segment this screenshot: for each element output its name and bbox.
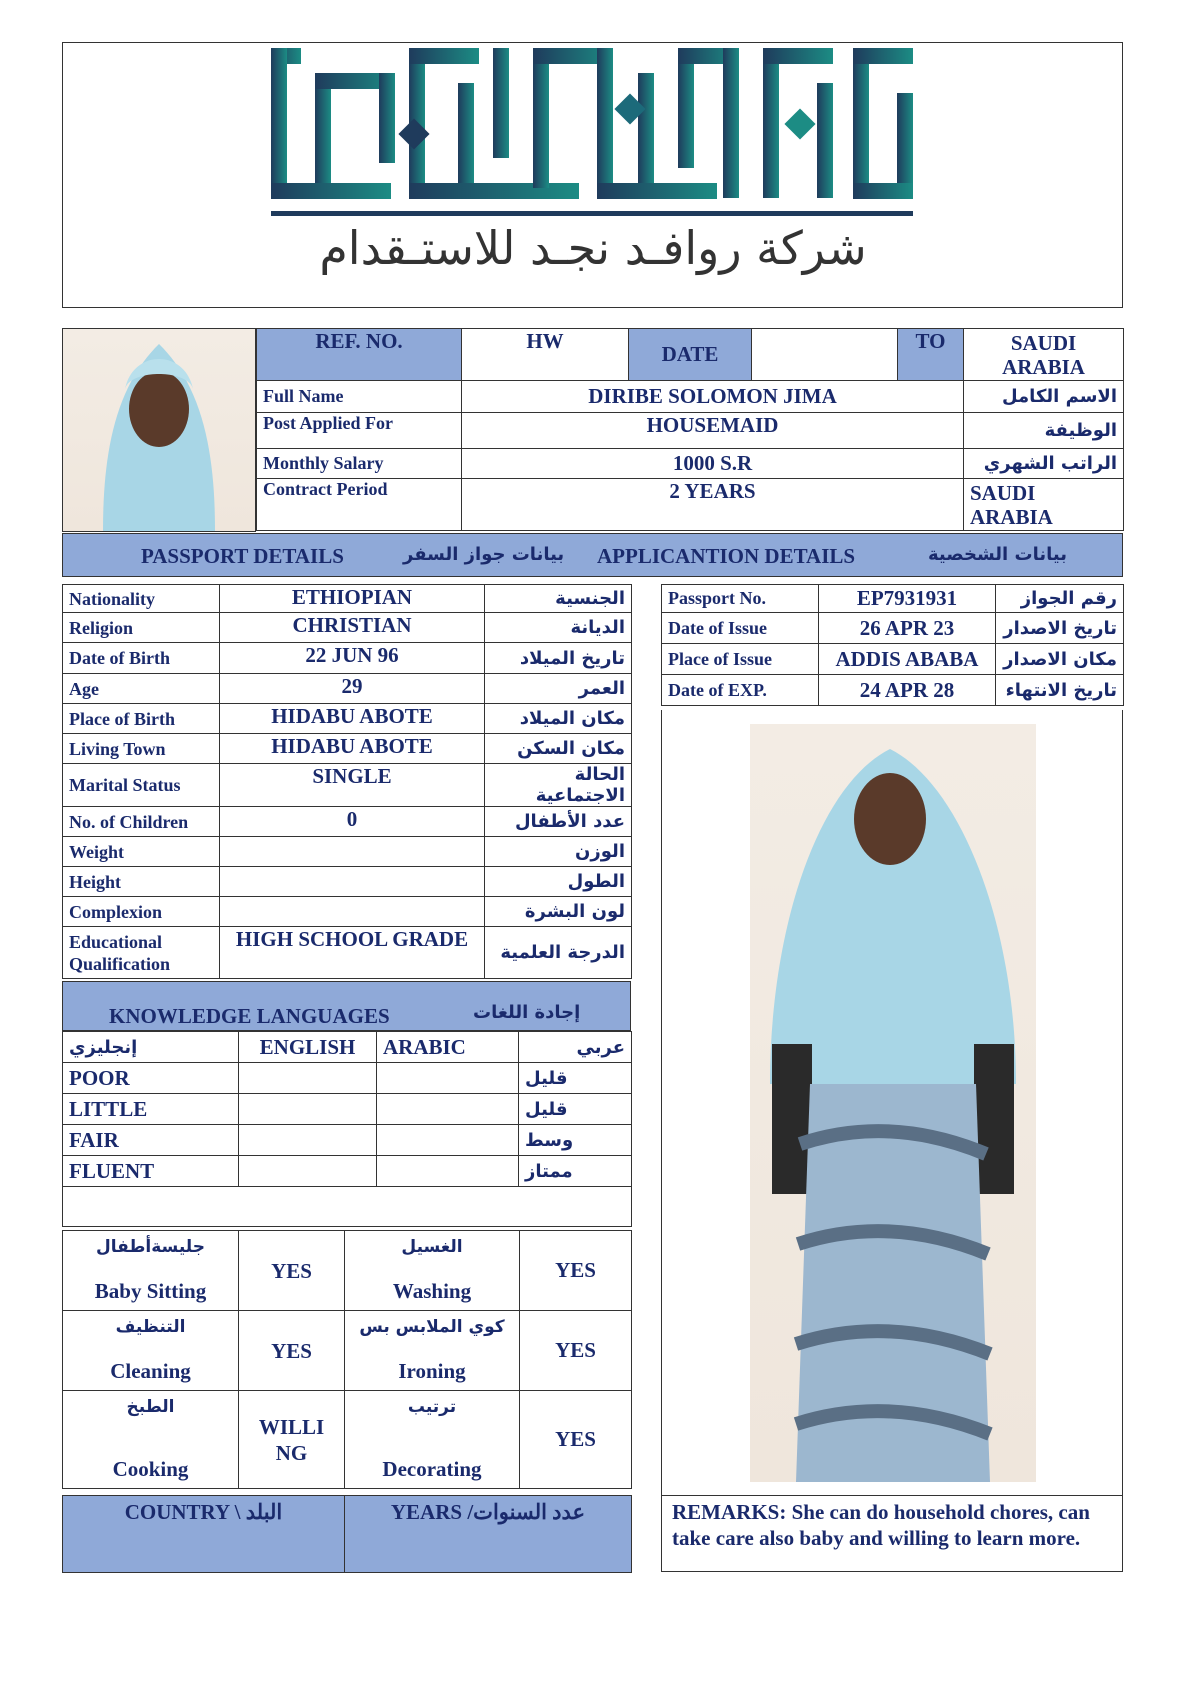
language-english-cell — [239, 1063, 377, 1094]
section-bar — [62, 533, 1123, 577]
skill-right-ar: ترتيب — [407, 1397, 457, 1417]
lang-spacer-row — [63, 1187, 632, 1227]
languages-title-en: KNOWLEDGE LANGUAGES — [109, 1004, 390, 1028]
personal-label: Weight — [63, 837, 220, 867]
skill-right-cell — [345, 1391, 520, 1489]
company-arabic-name: شركة روافـد نجـد للاستـقدام — [319, 221, 867, 275]
personal-label: Nationality — [63, 585, 220, 613]
applicant-full-photo — [750, 724, 1036, 1482]
language-level-en: FAIR — [63, 1125, 239, 1156]
personal-value — [220, 867, 485, 897]
skill-left-value: WILLI NG — [239, 1391, 345, 1489]
personal-row — [63, 674, 632, 704]
languages-title-ar: إجادة اللغات — [473, 1002, 581, 1023]
language-level-row — [63, 1063, 632, 1094]
application-details-en: APPLICANTION DETAILS — [597, 544, 856, 568]
full-body-photo-box — [661, 710, 1123, 1496]
personal-label: Place of Birth — [63, 704, 220, 734]
personal-ar: لون البشرة — [485, 897, 632, 927]
personal-ar: الجنسية — [485, 585, 632, 613]
skill-left-en: Baby Sitting — [94, 1279, 207, 1303]
personal-value — [220, 837, 485, 867]
remarks-box — [661, 1495, 1123, 1572]
passport-label: Place of Issue — [662, 644, 819, 675]
post-value: HOUSEMAID — [462, 413, 964, 449]
personal-row — [63, 704, 632, 734]
ref-value: HW — [462, 329, 629, 381]
skill-left-cell — [63, 1311, 239, 1391]
country-label: COUNTRY \ البلد — [63, 1496, 345, 1573]
skill-right-value: YES — [520, 1231, 632, 1311]
skill-spacer — [351, 1257, 513, 1279]
skill-right-cell — [345, 1231, 520, 1311]
remarks-text: REMARKS: She can do household chores, can take care also baby and willing to learn more. — [672, 1500, 1090, 1550]
skill-spacer — [69, 1417, 232, 1457]
passport-value: EP7931931 — [819, 585, 996, 613]
language-level-row — [63, 1156, 632, 1187]
skill-left-ar: التنظيف — [115, 1317, 186, 1337]
personal-row — [63, 897, 632, 927]
passport-row — [662, 613, 1124, 644]
language-arabic-cell — [377, 1094, 519, 1125]
personal-label: Height — [63, 867, 220, 897]
experience-table — [62, 1495, 632, 1573]
skill-spacer — [69, 1257, 232, 1279]
skill-row — [63, 1231, 632, 1311]
personal-ar: عدد الأطفال — [485, 807, 632, 837]
passport-details-ar: بيانات جواز السفر — [403, 544, 565, 565]
personal-value — [220, 897, 485, 927]
personal-value: 29 — [220, 674, 485, 704]
lang-head-english: ENGLISH — [239, 1032, 377, 1063]
passport-label: Passport No. — [662, 585, 819, 613]
skill-right-ar: كوي الملابس بس — [359, 1317, 505, 1337]
personal-value: ETHIOPIAN — [220, 585, 485, 613]
personal-ar: الدرجة العلمية — [485, 927, 632, 979]
to-label: TO — [898, 329, 964, 381]
passport-row — [662, 585, 1124, 613]
salary-value: 1000 S.R — [462, 449, 964, 479]
language-arabic-cell — [377, 1125, 519, 1156]
skill-left-cell — [63, 1391, 239, 1489]
summary-table — [256, 380, 1124, 531]
personal-label: Complexion — [63, 897, 220, 927]
skill-left-en: Cleaning — [110, 1359, 191, 1383]
language-english-cell — [239, 1156, 377, 1187]
personal-row — [63, 585, 632, 613]
personal-value: SINGLE — [220, 764, 485, 807]
language-level-ar: وسط — [519, 1125, 632, 1156]
personal-ar: تاريخ الميلاد — [485, 643, 632, 674]
language-level-en: POOR — [63, 1063, 239, 1094]
logo-box — [62, 42, 1123, 308]
skill-right-en: Ironing — [398, 1359, 466, 1383]
header-table — [256, 328, 1124, 381]
personal-ar: الوزن — [485, 837, 632, 867]
personal-ar: مكان الميلاد — [485, 704, 632, 734]
passport-label: Date of Issue — [662, 613, 819, 644]
personal-value: HIGH SCHOOL GRADE — [220, 927, 485, 979]
skill-spacer — [351, 1337, 513, 1359]
passport-ar: تاريخ الانتهاء — [996, 675, 1124, 706]
passport-row — [662, 644, 1124, 675]
language-english-cell — [239, 1125, 377, 1156]
personal-ar: العمر — [485, 674, 632, 704]
personal-label: Living Town — [63, 734, 220, 764]
personal-row — [63, 927, 632, 979]
salary-label: Monthly Salary — [257, 449, 462, 479]
language-level-row — [63, 1125, 632, 1156]
language-level-en: LITTLE — [63, 1094, 239, 1125]
personal-label: Educational Qualification — [63, 927, 220, 979]
language-arabic-cell — [377, 1063, 519, 1094]
date-label: DATE — [629, 329, 752, 381]
personal-ar: الديانة — [485, 613, 632, 643]
skill-left-cell — [63, 1231, 239, 1311]
contract-value: 2 YEARS — [462, 479, 964, 531]
personal-label: No. of Children — [63, 807, 220, 837]
years-label: YEARS /عدد السنوات — [345, 1496, 632, 1573]
personal-row — [63, 643, 632, 674]
language-level-en: FLUENT — [63, 1156, 239, 1187]
lang-head-ar-left: إنجليزي — [63, 1032, 239, 1063]
personal-row — [63, 807, 632, 837]
passport-ar: رقم الجواز — [996, 585, 1124, 613]
full-name-ar: الاسم الكامل — [964, 381, 1124, 413]
personal-row — [63, 867, 632, 897]
passport-row — [662, 675, 1124, 706]
passport-table — [661, 584, 1124, 706]
applicant-portrait-photo — [62, 328, 256, 532]
passport-ar: مكان الاصدار — [996, 644, 1124, 675]
ref-label: REF. NO. — [257, 329, 462, 381]
language-english-cell — [239, 1094, 377, 1125]
passport-label: Date of EXP. — [662, 675, 819, 706]
personal-ar: مكان السكن — [485, 734, 632, 764]
personal-ar: الحالة الاجتماعية — [485, 764, 632, 807]
full-name-value: DIRIBE SOLOMON JIMA — [462, 381, 964, 413]
skill-spacer — [351, 1417, 513, 1457]
personal-label: Age — [63, 674, 220, 704]
application-details-ar: بيانات الشخصية — [928, 544, 1067, 565]
passport-details-en: PASSPORT DETAILS — [141, 544, 344, 568]
contract-label: Contract Period — [257, 479, 462, 531]
skill-left-value: YES — [239, 1311, 345, 1391]
date-value — [752, 329, 898, 381]
skills-table — [62, 1230, 632, 1489]
salary-ar: الراتب الشهري — [964, 449, 1124, 479]
personal-value: 0 — [220, 807, 485, 837]
language-level-ar: قليل — [519, 1063, 632, 1094]
full-figure-icon — [750, 724, 1036, 1482]
languages-table — [62, 1031, 632, 1227]
language-arabic-cell — [377, 1156, 519, 1187]
skill-left-ar: جليسةأطفال — [96, 1237, 205, 1257]
skill-right-value: YES — [520, 1311, 632, 1391]
post-label: Post Applied For — [257, 413, 462, 449]
skill-right-value: YES — [520, 1391, 632, 1489]
language-level-ar: ممتاز — [519, 1156, 632, 1187]
personal-value: HIDABU ABOTE — [220, 734, 485, 764]
personal-row — [63, 837, 632, 867]
language-level-row — [63, 1094, 632, 1125]
personal-row — [63, 734, 632, 764]
skill-right-ar: الغسيل — [401, 1237, 463, 1257]
skill-right-en: Decorating — [382, 1457, 482, 1481]
passport-value: 26 APR 23 — [819, 613, 996, 644]
languages-header — [62, 981, 631, 1031]
portrait-figure-icon — [63, 329, 255, 531]
skill-left-ar: الطبخ — [126, 1397, 175, 1417]
personal-row — [63, 764, 632, 807]
personal-value: HIDABU ABOTE — [220, 704, 485, 734]
to-value: SAUDI ARABIA — [964, 329, 1124, 381]
post-ar: الوظيفة — [964, 413, 1124, 449]
personal-label: Marital Status — [63, 764, 220, 807]
personal-label: Religion — [63, 613, 220, 643]
personal-table — [62, 584, 632, 979]
skill-row — [63, 1391, 632, 1489]
passport-value: ADDIS ABABA — [819, 644, 996, 675]
full-name-label: Full Name — [257, 381, 462, 413]
lang-head-arabic: ARABIC — [377, 1032, 519, 1063]
language-level-ar: قليل — [519, 1094, 632, 1125]
skill-left-value: YES — [239, 1231, 345, 1311]
personal-label: Date of Birth — [63, 643, 220, 674]
passport-ar: تاريخ الاصدار — [996, 613, 1124, 644]
skill-right-cell — [345, 1311, 520, 1391]
personal-ar: الطول — [485, 867, 632, 897]
passport-value: 24 APR 28 — [819, 675, 996, 706]
personal-value: 22 JUN 96 — [220, 643, 485, 674]
skill-spacer — [69, 1337, 232, 1359]
skill-right-en: Washing — [392, 1279, 472, 1303]
skill-left-en: Cooking — [112, 1457, 189, 1481]
personal-value: CHRISTIAN — [220, 613, 485, 643]
lang-head-ar-right: عربي — [519, 1032, 632, 1063]
personal-row — [63, 613, 632, 643]
contract-destination: SAUDI ARABIA — [964, 479, 1124, 531]
skill-row — [63, 1311, 632, 1391]
